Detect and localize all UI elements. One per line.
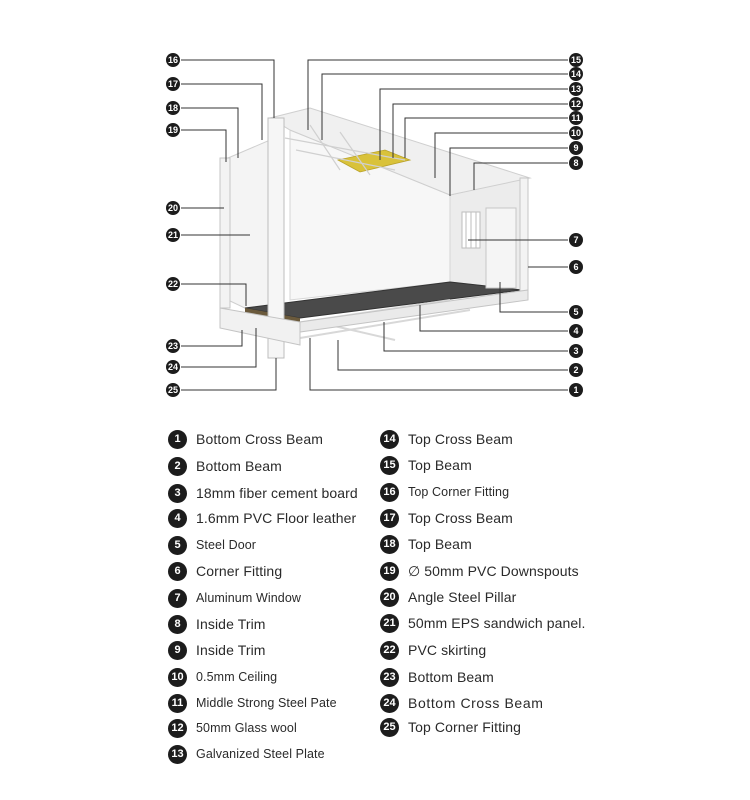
legend-number-badge: 18 <box>380 535 399 554</box>
callout-badge-25 <box>166 383 180 397</box>
legend-number-badge: 1 <box>168 430 187 449</box>
legend-label: 0.5mm Ceiling <box>196 670 278 684</box>
legend-number-badge: 3 <box>168 484 187 503</box>
legend-label: 50mm EPS sandwich panel. <box>408 615 586 631</box>
callout-badge-11 <box>569 111 583 125</box>
callout-badge-12 <box>569 97 583 111</box>
legend-item-4 <box>168 507 356 529</box>
legend-number-badge: 16 <box>380 483 399 502</box>
legend-item-20 <box>380 586 516 608</box>
svg-text:18: 18 <box>167 103 179 113</box>
legend-label: Top Cross Beam <box>408 431 513 447</box>
legend-item-7 <box>168 587 301 609</box>
legend-item-16 <box>380 481 509 503</box>
legend-number-badge: 20 <box>380 588 399 607</box>
legend-label: Bottom Beam <box>408 669 494 685</box>
callout-badge-20 <box>166 201 180 215</box>
svg-text:9: 9 <box>573 143 579 153</box>
svg-text:25: 25 <box>167 385 179 395</box>
callout-badge-6 <box>569 260 583 274</box>
callout-badge-13 <box>569 82 583 96</box>
legend-item-8 <box>168 613 266 635</box>
legend-label: Top Corner Fitting <box>408 719 522 735</box>
legend-item-11 <box>168 692 337 714</box>
legend-number-badge: 6 <box>168 562 187 581</box>
legend-label: Corner Fitting <box>196 563 283 579</box>
callout-badge-3 <box>569 344 583 358</box>
legend-number-badge: 10 <box>168 668 187 687</box>
callout-badge-7 <box>569 233 583 247</box>
legend-item-23 <box>380 666 494 688</box>
callout-badge-9 <box>569 141 583 155</box>
callout-badge-8 <box>569 156 583 170</box>
callout-badge-23 <box>166 339 180 353</box>
legend-number-badge: 19 <box>380 562 399 581</box>
svg-text:14: 14 <box>570 69 582 79</box>
svg-text:8: 8 <box>573 158 579 168</box>
legend-label: ∅ 50mm PVC Downspouts <box>408 562 579 579</box>
legend-item-10 <box>168 666 277 688</box>
legend-label: Top Corner Fitting <box>408 485 510 499</box>
legend-number-badge: 2 <box>168 457 187 476</box>
legend-item-1 <box>168 428 323 450</box>
svg-text:7: 7 <box>573 235 579 245</box>
legend-number-badge: 21 <box>380 614 399 633</box>
callout-badge-21 <box>166 228 180 242</box>
legend-label: Aluminum Window <box>196 591 302 605</box>
svg-text:3: 3 <box>573 346 579 356</box>
callout-badge-1 <box>569 383 583 397</box>
svg-text:19: 19 <box>167 125 179 135</box>
legend-number-badge: 7 <box>168 589 187 608</box>
callout-badge-17 <box>166 77 180 91</box>
legend-label: Middle Strong Steel Pate <box>196 696 337 710</box>
callout-badge-15 <box>569 53 583 67</box>
legend-item-22 <box>380 639 486 661</box>
legend-label: Galvanized Steel Plate <box>196 747 325 761</box>
svg-text:17: 17 <box>167 79 179 89</box>
steel-door <box>486 208 516 288</box>
legend-label: Inside Trim <box>196 616 266 632</box>
legend-number-badge: 22 <box>380 641 399 660</box>
legend-number-badge: 25 <box>380 718 399 737</box>
callout-badge-19 <box>166 123 180 137</box>
svg-text:23: 23 <box>167 341 179 351</box>
callout-badge-2 <box>569 363 583 377</box>
legend-number-badge: 24 <box>380 694 399 713</box>
callout-badge-18 <box>166 101 180 115</box>
svg-text:10: 10 <box>570 128 582 138</box>
svg-text:16: 16 <box>167 55 179 65</box>
legend-label: Inside Trim <box>196 642 266 658</box>
legend-item-9 <box>168 639 266 661</box>
legend-item-25 <box>380 716 521 738</box>
left-wall-panel <box>228 140 270 320</box>
svg-text:15: 15 <box>570 55 582 65</box>
legend-label: 18mm fiber cement board <box>196 485 358 501</box>
legend-item-12 <box>168 717 297 739</box>
legend-label: Bottom Beam <box>196 458 282 474</box>
svg-text:13: 13 <box>570 84 582 94</box>
svg-text:1: 1 <box>573 385 579 395</box>
aluminum-window <box>462 212 480 248</box>
legend-item-13 <box>168 743 325 765</box>
legend-item-18 <box>380 533 472 555</box>
legend-number-badge: 12 <box>168 719 187 738</box>
legend-label: 50mm Glass wool <box>196 721 297 735</box>
legend-number-badge: 13 <box>168 745 187 764</box>
legend-label: PVC skirting <box>408 642 487 658</box>
legend-number-badge: 9 <box>168 641 187 660</box>
legend-label: Bottom Cross Beam <box>408 695 544 711</box>
legend-item-6 <box>168 560 282 582</box>
svg-text:20: 20 <box>167 203 179 213</box>
svg-text:6: 6 <box>573 262 579 272</box>
legend-number-badge: 5 <box>168 536 187 555</box>
legend-item-19 <box>380 560 579 582</box>
svg-text:12: 12 <box>570 99 582 109</box>
callout-badge-10 <box>569 126 583 140</box>
legend-number-badge: 4 <box>168 509 187 528</box>
legend-item-17 <box>380 507 513 529</box>
callout-badge-16 <box>166 53 180 67</box>
legend-number-badge: 11 <box>168 694 187 713</box>
rear-corner-pillar <box>220 158 230 308</box>
svg-text:24: 24 <box>167 362 179 372</box>
legend-label: 1.6mm PVC Floor leather <box>196 510 357 526</box>
legend-number-badge: 15 <box>380 456 399 475</box>
svg-text:11: 11 <box>571 113 581 123</box>
callout-badge-4 <box>569 324 583 338</box>
legend-label: Angle Steel Pillar <box>408 589 517 605</box>
callout-badge-24 <box>166 360 180 374</box>
svg-text:21: 21 <box>167 230 179 240</box>
legend-label: Top Beam <box>408 536 472 552</box>
legend-number-badge: 17 <box>380 509 399 528</box>
callout-badge-5 <box>569 305 583 319</box>
legend-item-3 <box>168 482 358 504</box>
callout-badge-22 <box>166 277 180 291</box>
legend-number-badge: 23 <box>380 668 399 687</box>
legend-item-21 <box>380 612 586 634</box>
legend-item-15 <box>380 454 472 476</box>
legend-label: Bottom Cross Beam <box>196 431 323 447</box>
svg-text:2: 2 <box>573 365 579 375</box>
legend-item-2 <box>168 455 282 477</box>
svg-text:22: 22 <box>167 279 179 289</box>
svg-text:4: 4 <box>573 326 579 336</box>
callout-badge-14 <box>569 67 583 81</box>
legend-number-badge: 14 <box>380 430 399 449</box>
legend-item-5 <box>168 534 256 556</box>
right-corner-pillar <box>520 178 528 293</box>
legend-label: Top Beam <box>408 457 472 473</box>
legend <box>0 428 750 788</box>
legend-item-14 <box>380 428 513 450</box>
legend-number-badge: 8 <box>168 615 187 634</box>
legend-label: Top Cross Beam <box>408 510 513 526</box>
legend-item-24 <box>380 692 543 714</box>
legend-label: Steel Door <box>196 538 257 552</box>
svg-text:5: 5 <box>573 307 579 317</box>
